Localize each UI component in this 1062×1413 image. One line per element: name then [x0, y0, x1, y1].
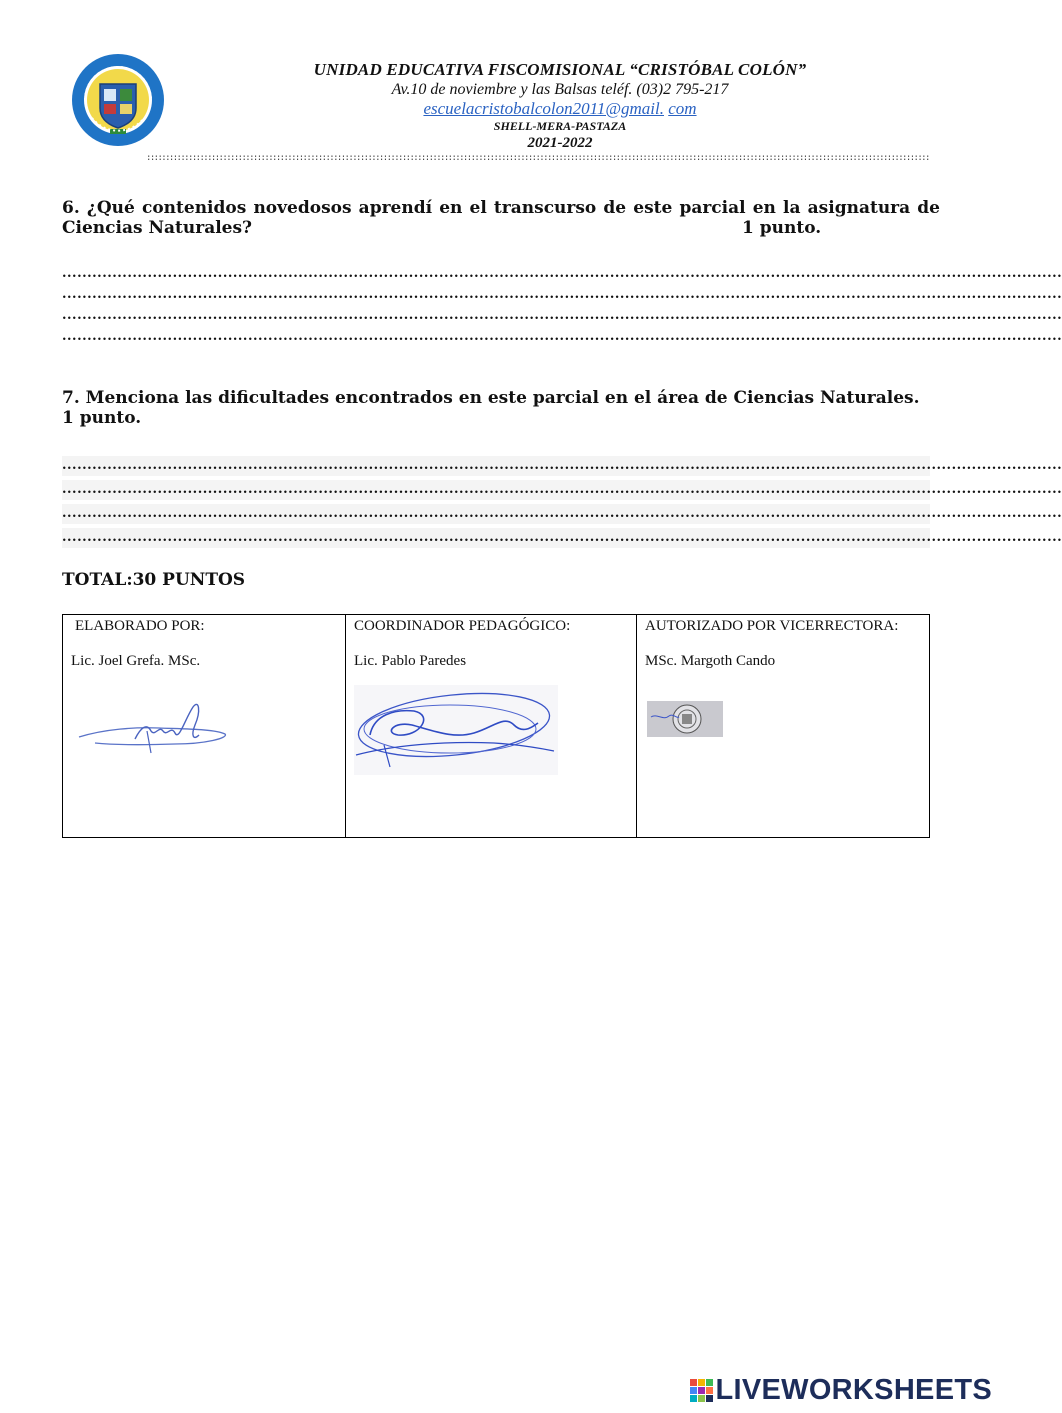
question-7	[62, 388, 940, 428]
signature-role: ELABORADO POR:	[75, 618, 205, 634]
answer-line[interactable]: .......................................................................................................................................................................................................	[62, 456, 930, 476]
school-logo	[70, 52, 166, 148]
school-crest-icon	[70, 52, 166, 148]
header-separator: :::::::::::::::::::::::::::::::::::::::::::::::::::::::::::::::::::::::::::::::::::::::::::::::::::::::::::::::::::::::::::::::::::::::::::::::::::::::::::::::::::::::::::::::::::::::::::::::::::::::::::::	[146, 153, 929, 163]
question-7-points: 1 punto.	[62, 408, 142, 428]
question-6-points: 1 punto.	[742, 218, 822, 238]
signature-role: COORDINADOR PEDAGÓGICO:	[354, 618, 571, 634]
school-year: 2021-2022	[527, 135, 593, 151]
question-6-text: 6. ¿Qué contenidos novedosos aprendí en el transcurso de este parcial en la asignatura de Ciencias Naturales?	[62, 198, 940, 238]
signature-joel-grefa	[75, 701, 235, 763]
school-city: SHELL-MERA-PASTAZA	[493, 119, 627, 133]
email-suffix-link[interactable]: com	[668, 99, 697, 118]
school-email[interactable]	[260, 99, 860, 119]
answer-line[interactable]: .......................................................................................................................................................................................................	[62, 480, 930, 500]
liveworksheets-brand[interactable]: LIVEWORKSHEETS	[715, 1374, 992, 1406]
signature-role: AUTORIZADO POR VICERRECTORA:	[645, 618, 899, 634]
question-6	[62, 198, 940, 238]
answer-line[interactable]: .......................................................................................................................................................................................................	[62, 308, 1062, 323]
school-name: UNIDAD EDUCATIVA FISCOMISIONAL “CRISTÓBAL COLÓN”	[313, 60, 807, 79]
answer-line[interactable]: .......................................................................................................................................................................................................	[62, 287, 1062, 302]
answer-line[interactable]: .......................................................................................................................................................................................................	[62, 528, 930, 548]
liveworksheets-footer[interactable]	[690, 1374, 993, 1407]
school-header	[260, 60, 860, 153]
answer-line[interactable]: .......................................................................................................................................................................................................	[62, 504, 930, 524]
signature-cell-elaborado	[63, 615, 346, 838]
signature-pablo-paredes	[354, 685, 558, 775]
vicerrectora-stamp	[647, 701, 723, 737]
school-address: Av.10 de noviembre y las Balsas teléf. (03)2 795-217	[391, 81, 729, 98]
signature-name: MSc. Margoth Cando	[645, 653, 776, 669]
liveworksheets-logo-icon	[690, 1379, 714, 1403]
answer-line[interactable]: .......................................................................................................................................................................................................	[62, 266, 1062, 281]
signature-table	[62, 614, 930, 838]
signature-name: Lic. Pablo Paredes	[354, 653, 467, 669]
total-points: TOTAL:30 PUNTOS	[62, 570, 246, 590]
answer-line[interactable]: .......................................................................................................................................................................................................	[62, 329, 1062, 344]
signature-cell-vicerrectora	[637, 615, 930, 838]
signature-name: Lic. Joel Grefa. MSc.	[71, 653, 201, 669]
email-link[interactable]: escuelacristobalcolon2011@gmail.	[423, 99, 664, 118]
question-7-text: 7. Menciona las dificultades encontrados en este parcial en el área de Ciencias Naturales.	[62, 388, 920, 408]
signature-cell-coordinador	[346, 615, 637, 838]
